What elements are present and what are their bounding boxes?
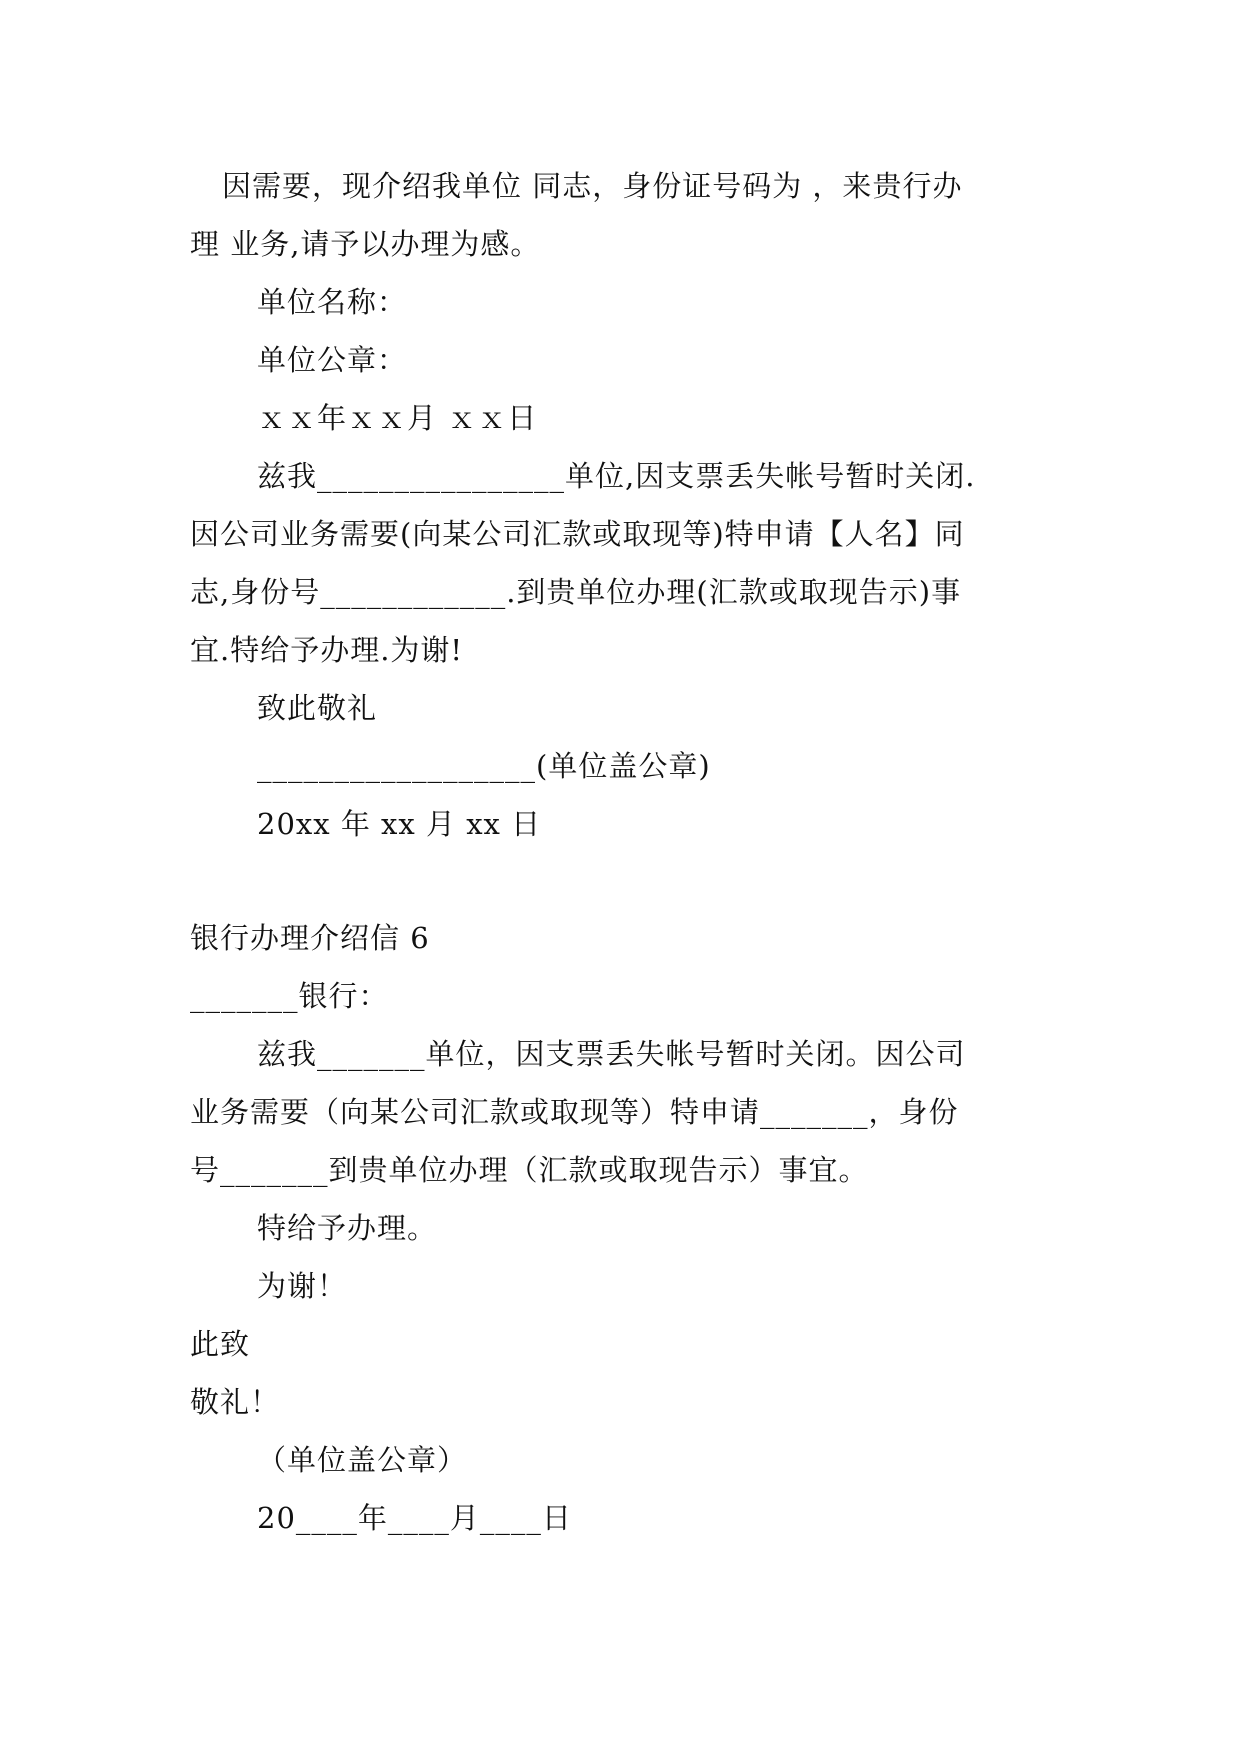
letter6-body-line-3: 号_______到贵单位办理（汇款或取现告示）事宜。 (190, 1153, 869, 1187)
letter5-unit-seal: 单位公章： (257, 343, 408, 377)
letter5-salute: 致此敬礼 (257, 691, 378, 725)
letter5-unit-name: 单位名称： (257, 285, 408, 319)
letter6-body-line-1: 兹我_______单位，因支票丢失帐号暂时关闭。因公司 (257, 1037, 966, 1071)
letter6-body-line-2: 业务需要（向某公司汇款或取现等）特申请_______，身份 (190, 1095, 959, 1129)
letter5-paragraph-line-3: 志,身份号____________.到贵单位办理(汇款或取现告示)事 (190, 575, 962, 609)
letter6-date: 20____年____月____日 (257, 1501, 572, 1535)
letter5-body-line-1: 因需要，现介绍我单位 同志，身份证号码为 ，来贵行办 (222, 169, 963, 203)
letter6-closing-2: 敬礼！ (190, 1385, 281, 1419)
letter6-addressee: _______银行： (190, 979, 389, 1013)
letter5-seal-line: __________________(单位盖公章) (257, 749, 711, 783)
letter5-paragraph-line-2: 因公司业务需要(向某公司汇款或取现等)特申请【人名】同 (190, 517, 965, 551)
letter5-date: ｘｘ年ｘｘ月 ｘｘ日 (257, 401, 538, 435)
letter6-seal: （单位盖公章） (257, 1443, 468, 1477)
letter6-request: 特给予办理。 (257, 1211, 438, 1245)
letter5-body-line-2: 理 业务,请予以办理为感。 (190, 227, 541, 261)
letter6-title: 银行办理介绍信 6 (190, 921, 430, 955)
letter6-closing-1: 此致 (190, 1327, 251, 1361)
letter5-paragraph-line-4: 宜.特给予办理.为谢! (190, 633, 464, 667)
letter6-thanks: 为谢！ (257, 1269, 348, 1303)
letter5-paragraph-line-1: 兹我________________单位,因支票丢失帐号暂时关闭. (257, 459, 976, 493)
letter5-date-2: 20xx 年 xx 月 xx 日 (257, 807, 542, 841)
